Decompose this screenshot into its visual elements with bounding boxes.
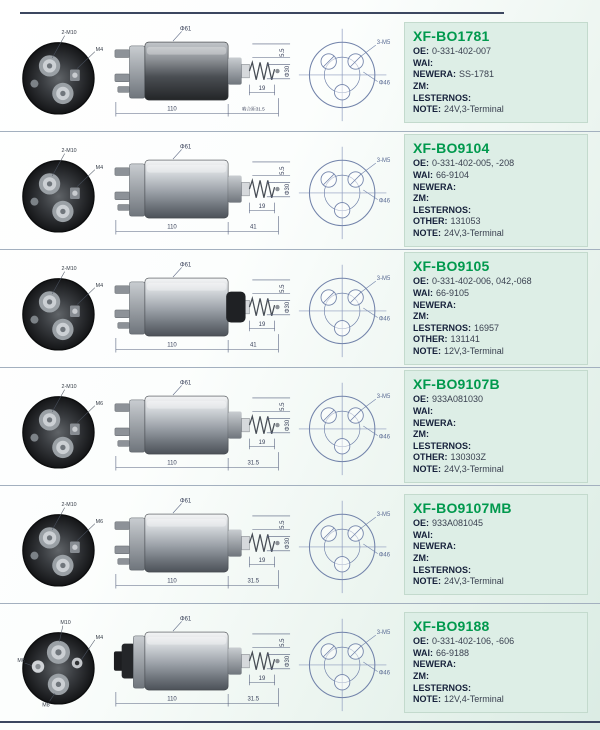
- dim-diameter: Φ61: [179, 615, 192, 622]
- part-number: XF-BO1781: [413, 28, 490, 45]
- dim-gap: 5.5: [280, 166, 287, 175]
- dim-ext-len: 31.5: [247, 578, 260, 585]
- spec-line: NOTE: 24V,3-Terminal: [413, 104, 504, 115]
- dim-bolt-circle: Φ46: [378, 316, 391, 323]
- spec-line: LESTERNOS:: [413, 564, 472, 575]
- spec-line: WAI:: [413, 57, 433, 68]
- spec-line: WAI: 66-9104: [413, 170, 470, 181]
- dim-plunger-dia: Φ30: [285, 537, 292, 549]
- spec-line: NOTE: 12V,4-Terminal: [413, 694, 504, 705]
- spec-line: OE: 933A081030: [413, 394, 484, 405]
- spec-line: NEWERA:: [413, 417, 456, 428]
- spec-line: ZM:: [413, 81, 429, 91]
- spec-panel: [404, 494, 588, 595]
- product-row: [0, 132, 600, 250]
- dim-holes: 3-M5: [376, 511, 391, 518]
- product-rows: [0, 14, 600, 723]
- part-number: XF-BO9107B: [413, 376, 500, 393]
- dim-spring-len: 19: [258, 85, 266, 92]
- spec-panel: [404, 612, 588, 713]
- thread-label-left: M6: [17, 657, 25, 664]
- thread-label-right: M4: [95, 164, 104, 171]
- product-row: [0, 250, 600, 368]
- spec-line: NEWERA:: [413, 299, 456, 310]
- dim-ext-len: 41: [249, 342, 257, 349]
- dim-diameter: Φ61: [179, 261, 192, 268]
- dim-ext-len: 31.5: [247, 460, 260, 467]
- end-view-photo: [14, 375, 110, 479]
- spec-line: ZM:: [413, 311, 429, 322]
- dim-diameter: Φ61: [179, 25, 192, 32]
- dim-bolt-circle: Φ46: [378, 434, 391, 441]
- dim-plunger-dia: Φ30: [285, 301, 292, 313]
- spec-line: OE: 0-331-402-007: [413, 46, 492, 57]
- dim-ext-len: 啮合距31.5: [241, 106, 265, 112]
- side-view-photo: [112, 609, 292, 717]
- dim-spring-len: 19: [258, 439, 266, 446]
- thread-label-top: 2-M10: [61, 147, 77, 154]
- side-view-photo: [112, 491, 292, 599]
- spec-line: NOTE: 24V,3-Terminal: [413, 576, 504, 587]
- dim-body-len: 110: [167, 460, 177, 467]
- dim-holes: 3-M5: [376, 629, 391, 636]
- spec-line: OTHER: 130303Z: [413, 452, 487, 463]
- dim-body-len: 110: [167, 696, 177, 703]
- dim-spring-len: 19: [258, 203, 266, 210]
- dim-gap: 5.5: [280, 520, 287, 529]
- dim-plunger-dia: Φ30: [285, 183, 292, 195]
- spec-line: ZM:: [413, 429, 429, 440]
- spec-line: ZM:: [413, 671, 429, 681]
- dim-body-len: 110: [167, 342, 177, 349]
- thread-label-right: M4: [95, 46, 104, 53]
- dim-holes: 3-M5: [376, 275, 391, 282]
- spec-line: NOTE: 12V,3-Terminal: [413, 345, 504, 356]
- thread-label-right: M6: [95, 400, 104, 407]
- end-view-photo: [14, 493, 110, 597]
- thread-label-top: M10: [60, 619, 71, 626]
- thread-label-top: 2-M10: [61, 29, 77, 36]
- dim-holes: 3-M5: [376, 393, 391, 400]
- dim-body-len: 110: [167, 106, 177, 113]
- spec-line: LESTERNOS:: [413, 440, 472, 451]
- spec-line: WAI:: [413, 529, 433, 540]
- dim-spring-len: 19: [258, 557, 266, 564]
- thread-label-top: 2-M10: [61, 501, 77, 508]
- dim-bolt-circle: Φ46: [378, 670, 391, 677]
- side-view-photo: [112, 137, 292, 245]
- spec-line: OE: 933A081045: [413, 518, 484, 529]
- dim-bolt-circle: Φ46: [378, 198, 391, 205]
- dim-plunger-dia: Φ30: [285, 655, 292, 667]
- spec-line: WAI: 66-9105: [413, 288, 470, 299]
- side-view-photo: [112, 255, 292, 363]
- dim-gap: 5.5: [280, 48, 287, 57]
- spec-line: NOTE: 24V,3-Terminal: [413, 227, 504, 238]
- dim-holes: 3-M5: [376, 157, 391, 164]
- spec-line: OE: 0-331-402-106, -606: [413, 636, 515, 647]
- spec-line: OE: 0-331-402-006, 042,-068: [413, 276, 532, 287]
- end-view-photo: [14, 611, 110, 715]
- dim-spring-len: 19: [258, 321, 266, 328]
- part-number: XF-BO9105: [413, 258, 490, 275]
- dim-holes: 3-M5: [376, 39, 391, 46]
- dim-ext-len: 31.5: [247, 696, 260, 703]
- thread-label-right: M4: [95, 282, 104, 289]
- thread-label-top: 2-M10: [61, 265, 77, 272]
- spec-line: NEWERA:: [413, 659, 456, 670]
- dim-spring-len: 19: [258, 675, 266, 682]
- thread-label-top: 2-M10: [61, 383, 77, 390]
- spec-line: LESTERNOS:: [413, 682, 472, 693]
- part-number: XF-BO9107MB: [413, 500, 512, 517]
- part-number: XF-BO9188: [413, 618, 490, 635]
- spec-panel: [404, 134, 588, 246]
- spec-line: LESTERNOS: 16957: [413, 322, 500, 333]
- side-view-photo: [112, 373, 292, 481]
- spec-line: NOTE: 24V,3-Terminal: [413, 463, 504, 474]
- spec-line: LESTERNOS:: [413, 204, 472, 215]
- spec-panel: [404, 22, 588, 123]
- dim-body-len: 110: [167, 578, 177, 585]
- end-view-photo: [14, 257, 110, 361]
- dim-gap: 5.5: [280, 402, 287, 411]
- mounting-hole-drawing: [296, 21, 396, 125]
- dim-bolt-circle: Φ46: [378, 80, 391, 87]
- dim-diameter: Φ61: [179, 379, 192, 386]
- spec-panel: [404, 370, 588, 482]
- spec-line: ZM:: [413, 553, 429, 563]
- spec-line: WAI: 66-9188: [413, 647, 470, 658]
- spec-line: NEWERA:: [413, 181, 456, 192]
- end-view-photo: [14, 21, 110, 125]
- product-row: [0, 14, 600, 132]
- product-row: [0, 604, 600, 723]
- dim-gap: 5.5: [280, 284, 287, 293]
- mounting-hole-drawing: [296, 493, 396, 597]
- thread-label-right: M6: [95, 518, 104, 525]
- mounting-hole-drawing: [296, 611, 396, 715]
- mounting-hole-drawing: [296, 257, 396, 361]
- dim-diameter: Φ61: [179, 143, 192, 150]
- mounting-hole-drawing: [296, 139, 396, 243]
- dim-bolt-circle: Φ46: [378, 552, 391, 559]
- dim-plunger-dia: Φ30: [285, 419, 292, 431]
- spec-line: NEWERA:: [413, 541, 456, 552]
- end-view-photo: [14, 139, 110, 243]
- spec-line: NEWERA: SS-1781: [413, 69, 495, 80]
- dim-gap: 5.5: [280, 638, 287, 647]
- part-number: XF-BO9104: [413, 140, 490, 157]
- product-row: [0, 368, 600, 486]
- dim-plunger-dia: Φ30: [285, 65, 292, 77]
- thread-label-right: M4: [95, 634, 104, 641]
- side-view-photo: [112, 19, 292, 127]
- spec-line: OTHER: 131053: [413, 216, 481, 227]
- spec-line: OTHER: 131141: [413, 334, 480, 345]
- dim-ext-len: 41: [249, 224, 257, 231]
- spec-line: ZM:: [413, 193, 429, 204]
- spec-line: OE: 0-331-402-005, -208: [413, 158, 515, 169]
- spec-line: WAI:: [413, 406, 433, 417]
- thread-label-bottom: M8: [42, 702, 50, 709]
- mounting-hole-drawing: [296, 375, 396, 479]
- product-row: [0, 486, 600, 604]
- spec-line: LESTERNOS:: [413, 92, 472, 103]
- spec-panel: [404, 252, 588, 364]
- dim-body-len: 110: [167, 224, 177, 231]
- dim-diameter: Φ61: [179, 497, 192, 504]
